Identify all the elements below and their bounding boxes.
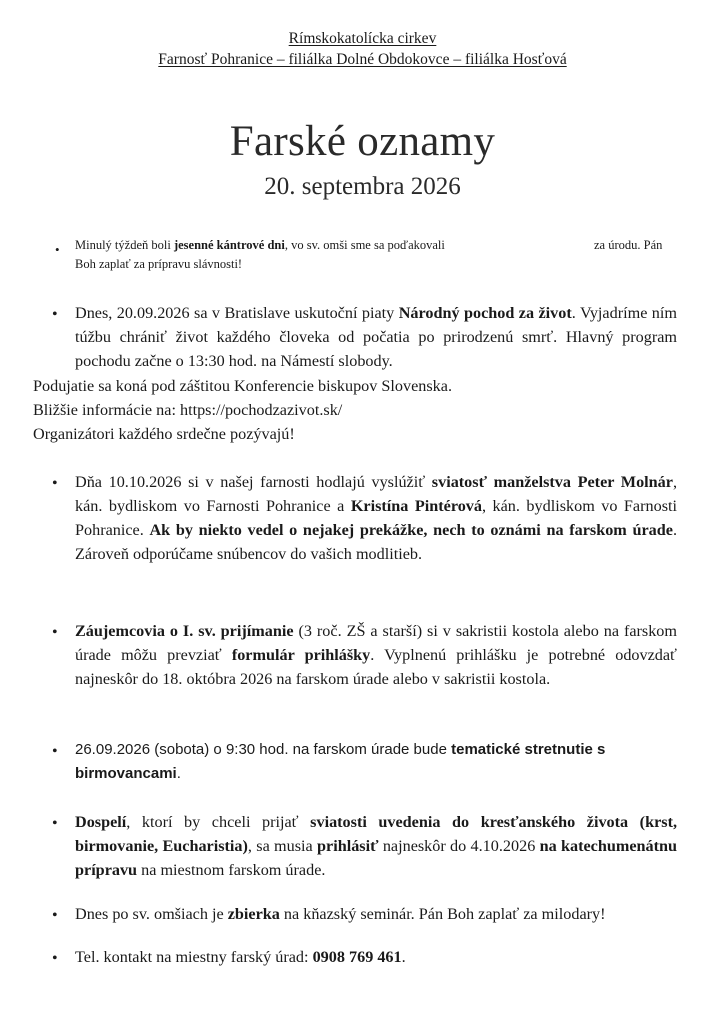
announcement-kontakt: Tel. kontakt na miestny farský úrad: 0908 769 461. <box>75 948 406 966</box>
announcement-kantrove-dni-end: za úrodu. Pán <box>594 238 663 252</box>
bullet: • <box>52 907 58 924</box>
announcement-prve-prijimanie: Záujemcovia o I. sv. prijímanie (3 roč. ZŠ a starší) si v sakristii kostola alebo na farskom úrade môžu prevziať formulár prihlášky. Vyplnenú prihlášku je potrebné odovzdať najneskôr do 18. októbra 2026 na farskom úrade alebo v sakristii kostola. <box>75 622 677 688</box>
bullet: • <box>52 815 58 832</box>
bullet: • <box>52 475 58 492</box>
document-header <box>0 28 725 70</box>
announcement-birmovanci: 26.09.2026 (sobota) o 9:30 hod. na farskom úrade bude tematické stretnutie s birmovancami. <box>75 741 606 782</box>
bullet: • <box>52 624 58 641</box>
announcement-zbierka: Dnes po sv. omšiach je zbierka na kňazský seminár. Pán Boh zaplať za milodary! <box>75 905 606 923</box>
header-church: Rímskokatolícka cirkev <box>288 30 437 47</box>
page-date: 20. septembra 2026 <box>264 173 461 200</box>
bullet: • <box>52 306 58 323</box>
pochod-more-info[interactable]: Bližšie informácie na: https://pochodzazivot.sk/ <box>33 401 343 419</box>
announcement-pochod-za-zivot: Dnes, 20.09.2026 sa v Bratislave uskutoční piaty Národný pochod za život. Vyjadríme ním túžbu chrániť život každého človeka od počatia po prirodzenú smrť. Hlavný program pochodu začne o 13:30 hod. na Námestí slobody. <box>75 304 677 370</box>
pochod-patronage: Podujatie sa koná pod záštitou Konferencie biskupov Slovenska. <box>33 377 452 395</box>
announcement-sviatost-manzelstva: Dňa 10.10.2026 si v našej farnosti hodlajú vyslúžiť sviatosť manželstva Peter Molnár, kán. bydliskom vo Farnosti Pohranice a Kristína Pintérová, kán. bydliskom vo Farnosti Pohranice. Ak by niekto vedel o nejakej prekážke, nech to oznámi na farskom úrade. Zároveň odporúčame snúbencov do vašich modlitieb. <box>75 473 677 563</box>
bullet: • <box>55 242 60 257</box>
announcement-dospeli-katechumenat: Dospelí, ktorí by chceli prijať sviatosti uvedenia do kresťanského života (krst, birmovanie, Eucharistia), sa musia prihlásiť najneskôr do 4.10.2026 na katechumenátnu prípravu na miestnom farskom úrade. <box>75 813 678 879</box>
header-parish: Farnosť Pohranice – filiálka Dolné Obdokovce – filiálka Hosťová <box>158 51 567 68</box>
bullet: • <box>52 743 58 760</box>
bullet: • <box>52 950 58 967</box>
page-title: Farské oznamy <box>229 118 496 165</box>
pochod-invitation: Organizátori každého srdečne pozývajú! <box>33 425 295 443</box>
announcement-kantrove-dni: Minulý týždeň boli jesenné kántrové dni, vo sv. omši sme sa poďakovali Boh zaplať za prípravu slávnosti! <box>75 238 445 271</box>
